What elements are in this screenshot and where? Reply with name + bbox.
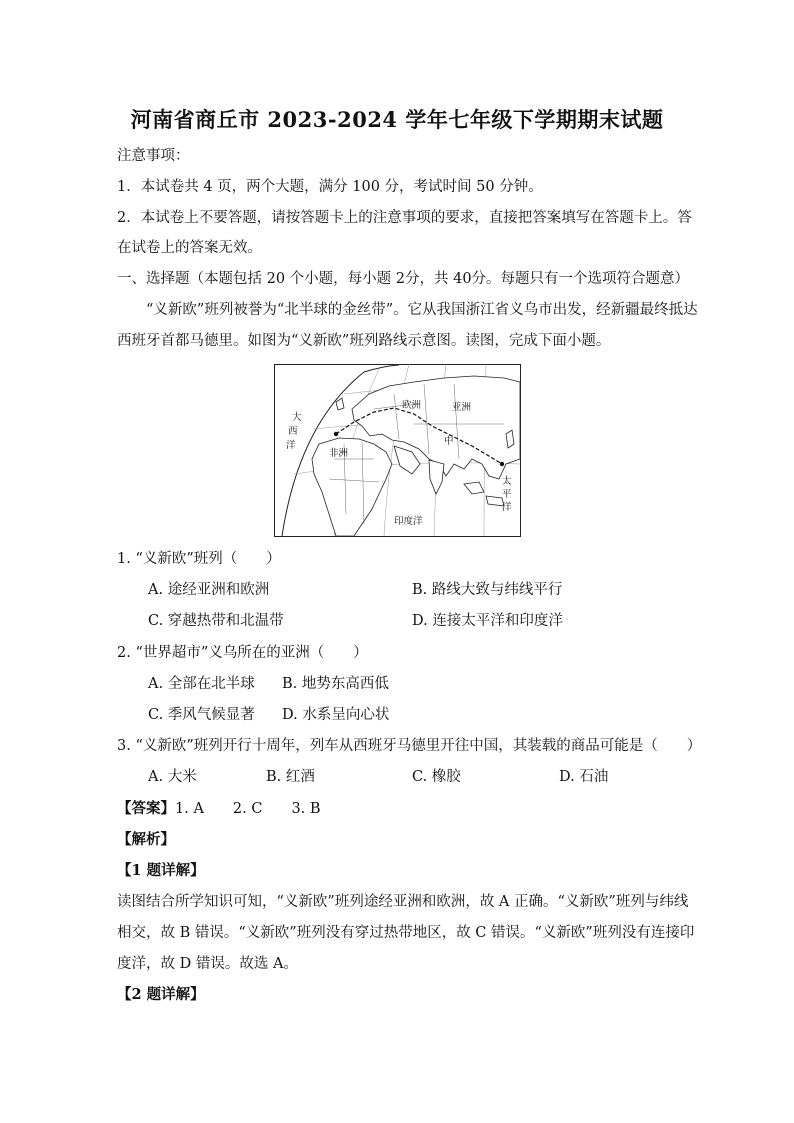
question-1-option-b: B. 路线大致与纬线平行 bbox=[412, 582, 563, 598]
section-header: 一、选择题（本题包括 20 个小题，每小题 2分，共 40分。每题只有一个选项符合题意） bbox=[117, 271, 690, 287]
map-label-pacific-2: 平 bbox=[502, 489, 512, 500]
notice-item-1: 1．本试卷共 4 页，两个大题，满分 100 分，考试时间 50 分钟。 bbox=[117, 179, 543, 195]
page-title: 河南省商丘市 2023-2024 学年七年级下学期期末试题 bbox=[130, 107, 664, 132]
question-2-option-c: C. 季风气候显著 bbox=[148, 707, 255, 723]
map-label-asia: 亚洲 bbox=[452, 402, 472, 413]
q1-detail-label: 【1 题详解】 bbox=[117, 862, 205, 879]
map-label-atlantic-3: 洋 bbox=[286, 440, 296, 451]
q1-detail-line-1: 读图结合所学知识可知，“义新欧”班列途经亚洲和欧洲，故 A 正确。“义新欧”班列与纬线 bbox=[117, 894, 689, 910]
answer-row bbox=[117, 799, 321, 819]
notice-item-2: 2．本试卷上不要答题，请按答题卡上的注意事项的要求，直接把答案填写在答题卡上。答 bbox=[117, 210, 692, 226]
map-label-indian: 印度洋 bbox=[394, 516, 423, 527]
question-3-option-b: B. 红酒 bbox=[266, 769, 315, 785]
question-1-option-c: C. 穿越热带和北温带 bbox=[148, 613, 284, 629]
question-1-stem: 1. “义新欧”班列（ ） bbox=[117, 551, 281, 567]
map-label-pacific-1: 太 bbox=[502, 476, 512, 487]
answer-items: 1. A 2. C 3. B bbox=[175, 801, 321, 817]
question-3-option-a: A. 大米 bbox=[148, 769, 197, 785]
question-2-stem: 2. “世界超市”义乌所在的亚洲（ ） bbox=[117, 645, 368, 661]
q2-detail-label: 【2 题详解】 bbox=[117, 986, 205, 1003]
question-3-stem: 3. “义新欧”班列开行十周年，列车从西班牙马德里开往中国，其装载的商品可能是（ ） bbox=[117, 738, 702, 754]
intro-line-1: “义新欧”班列被誉为“北半球的金丝带”。它从我国浙江省义乌市出发，经新疆最终抵达 bbox=[146, 302, 698, 318]
notice-item-2-cont: 在试卷上的答案无效。 bbox=[117, 240, 262, 256]
map-label-africa: 非洲 bbox=[329, 448, 349, 459]
intro-line-2: 西班牙首都马德里。如图为“义新欧”班列路线示意图。读图，完成下面小题。 bbox=[117, 333, 611, 349]
question-3-option-d: D. 石油 bbox=[559, 769, 609, 785]
map-label-europe: 欧洲 bbox=[402, 400, 422, 411]
answer-label: 【答案】 bbox=[117, 800, 175, 817]
route-map bbox=[274, 364, 521, 537]
question-1-option-d: D. 连接太平洋和印度洋 bbox=[412, 613, 563, 629]
q1-detail-line-3: 度洋，故 D 错误。故选 A。 bbox=[117, 956, 298, 972]
question-2-option-a: A. 全部在北半球 bbox=[148, 676, 255, 692]
analysis-label: 【解析】 bbox=[117, 831, 175, 848]
map-label-atlantic-1: 大 bbox=[292, 412, 302, 423]
notice-header: 注意事项： bbox=[117, 148, 190, 164]
question-1-option-a: A. 途经亚洲和欧洲 bbox=[148, 582, 270, 598]
question-2-option-d: D. 水系呈向心状 bbox=[282, 707, 390, 723]
map-label-china: 中 bbox=[444, 436, 454, 447]
q1-detail-line-2: 相交，故 B 错误。“义新欧”班列没有穿过热带地区，故 C 错误。“义新欧”班列没有连接印 bbox=[117, 925, 695, 941]
map-label-pacific-3: 洋 bbox=[502, 502, 512, 513]
map-label-atlantic-2: 西 bbox=[288, 426, 298, 437]
question-2-option-b: B. 地势东高西低 bbox=[282, 676, 389, 692]
question-3-option-c: C. 橡胶 bbox=[412, 769, 461, 785]
